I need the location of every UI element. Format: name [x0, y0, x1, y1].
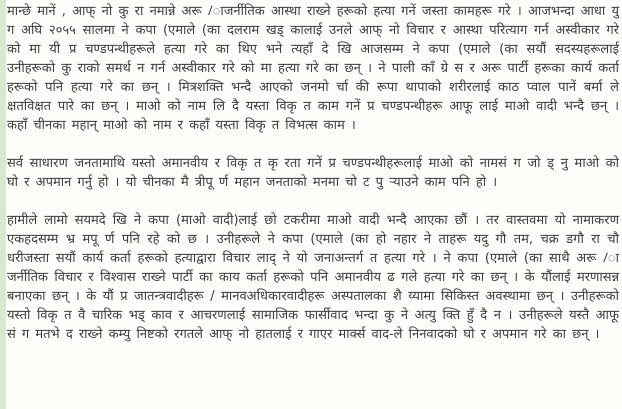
paragraph-2: सर्व साधारण जनतामाथि यस्तो अमानवीय र विकृ त कृ रता गनें प्र चण्डपन्थीहरूलाई माओ को नामसं ग जो ड् नु माओ को घो र अपमान गर्नु हो । यो चीनका मै त्रीपू र्ण महान जनताको मनमा चो ट पु ऱ्याउने काम पनि हो । — [7, 156, 619, 190]
paragraph-1: मान्छे मानें , आफ् नो कु रा नमान्ने अरू /ाजर्नीतिक आस्था राख्ने हरूको हत्या गनें जस्ता कामहरू गरे । आजभन्दा आधा यु ग अघि २०५५ सालमा ने कपा (एमाले (का दलराम खड् कालाई उनले आफ् नो विचार र आस्था परित्याग गर्न अस्वीकार गरे को मा यी प्र चण्डपन्थीहरूले हत्या गरे का थिए भने त्यहाँ दे खि आजसम्म ने कपा (एमाले (का सयौं सदस्यहरूलाई उनीहरूको कु राको समर्थ न गर्न अस्वीकार गरे को मा हत्या गरे का छन् । ने पाली काँ ग्रे स र अरू पार्टी हरूका कार्य कर्ता हरूको पनि हत्या गरे का छन् । मित्रशक्ति भन्दै आएको जनमो र्चा की रूपा थापाको शरीरलाई काठ प्वाल पानें बर्मा ले क्षतविक्षत पारे का छन् । माओ को नाम लि दै यस्ता विकृ त काम गनें प्र चण्डपन्थीहरू आफू लाई माओ वादी भन्दै छन् । कहाँ चीनका महान् माओ को नाम र कहाँ यस्ता विकृ त विभत्स काम । — [7, 4, 619, 133]
paragraph-3: हामीले लामो सयमदे खि ने कपा (माओ वादी)लाई छो टकरीमा माओ वादी भन्दै आएका छौं । तर वास्तवमा यो नामाकरण एकहदसम्म भ्र मपू र्ण पनि रहे को छ । उनीहरूले ने कपा (एमाले (का हो नहार ने ताहरू यदु गौ तम, चक्र डगौ रा चौ धरीजस्ता सयौं कार्य कर्ता हरूको हत्याद्वारा विचार लाद् ने यो जनाअन्तर्ग त हत्या गरे । ने कपा (एमाले (का साथै अरू /ाजर्नीतिक विचार र विश्वास राख्ने पार्टी का काय कर्ता हरूको पनि अमानवीय ढ गले हत्या गरे का छन् । के यौंलाई मरणासन्न बनाएका छन् । के यौं प्र जातन्त्रवादीहरू / मानवअधिकारवादीहरू अस्पतालका शै य्यामा सिकिस्त अवस्थामा छन् । उनीहरूको यस्तो विकृ त वै चारिक भड् काव र आचरणलाई सामाजिक फार्सीवाद भन्दा कु ने अत्यु क्ति हुँ दै न । उनीहरूले यस्तै आफू सं ग मतभे द राख्ने कम्यु निष्टको रगतले आफ् नो हातलाई र गाएर मार्क्स वाद-ले निनवादको घो र अपमान गरे का छन् । — [7, 213, 619, 342]
page-left-margin-strip — [0, 0, 6, 409]
document-body — [7, 0, 619, 409]
